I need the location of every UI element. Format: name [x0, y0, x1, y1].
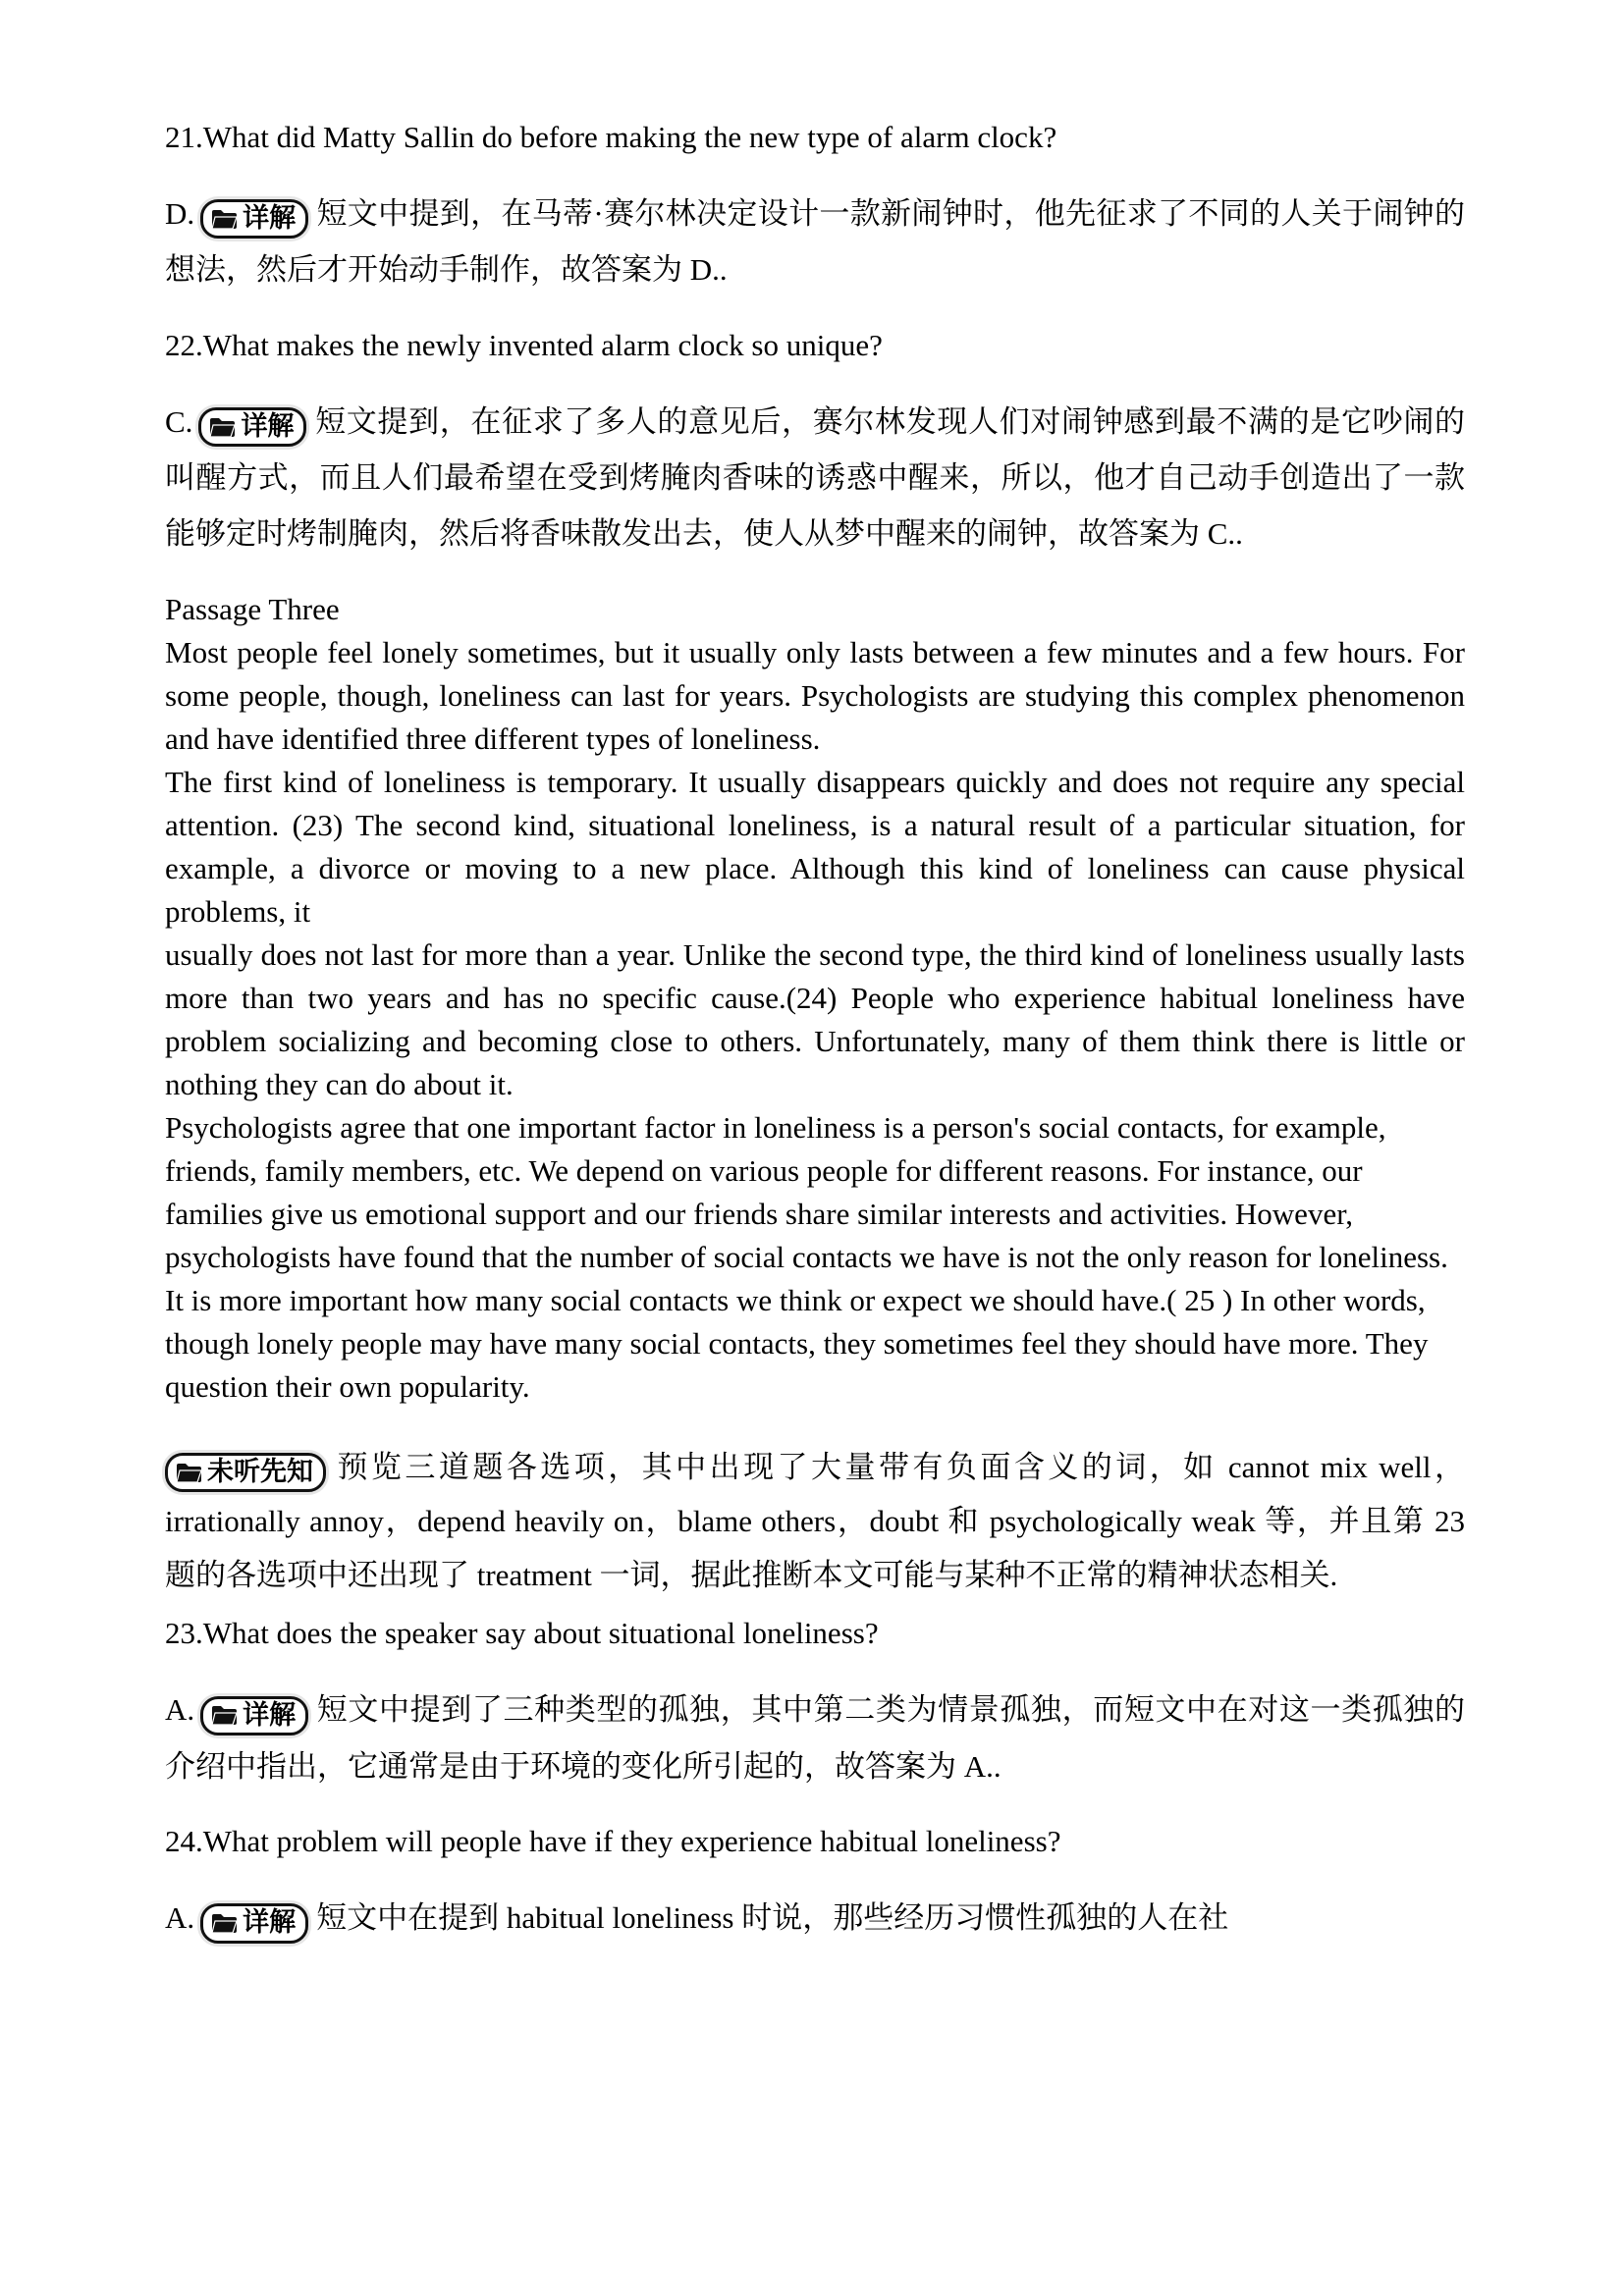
answer-24	[165, 1890, 1465, 1946]
question-24: 24.What problem will people have if they experience habitual loneliness?	[165, 1824, 1061, 1859]
answer-22	[165, 394, 1465, 562]
detail-explanation-badge	[200, 1903, 308, 1943]
answer-letter: A.	[165, 1692, 195, 1728]
answer-letter: A.	[165, 1899, 195, 1935]
passage-paragraph-1: Most people feel lonely sometimes, but it usually only lasts between a few minutes and a few hours. For some people, though, loneliness can last for years. Psychologists are studying this complex phenomenon and have identified three different types of loneliness.	[165, 634, 1465, 756]
passage-paragraph-4: Psychologists agree that one important factor in loneliness is a person's social contacts, for example, friends, family members, etc. We depend on various people for different reasons. For instance, our families give us emotional support and our friends share similar interests and activities. However, psychologists have found that the number of social contacts we have is not the only reason for loneliness. It is more important how many social contacts we think or expect we should have.( 25 ) In other words, though lonely people may have many social contacts, they sometimes feel they should have more. They question their own popularity.	[165, 1109, 1448, 1404]
answer-explanation-text: 短文中在提到 habitual loneliness 时说，那些经历习惯性孤独的人在社	[316, 1899, 1229, 1935]
question-21: 21.What did Matty Sallin do before making the new type of alarm clock?	[165, 120, 1057, 154]
answer-explanation-text: 短文中提到，在马蒂·赛尔林决定设计一款新闹钟时，他先征求了不同的人关于闹钟的想法，然后才开始动手制作，故答案为 D..	[165, 195, 1465, 288]
passage-heading: Passage Three	[165, 591, 340, 626]
predict-before-listening	[165, 1440, 1465, 1603]
folder-icon	[211, 208, 238, 230]
predict-badge	[165, 1453, 326, 1492]
badge-label: 详解	[243, 1699, 297, 1730]
predict-text: 预览三道题各选项，其中出现了大量带有负面含义的词，如 cannot mix well，irrationally annoy，depend heavily on，blame others，doubt 和 psychologically weak 等，并且第 23 题的各选项中还出现了 treatment 一词，据此推断本文可能与某种不正常的精神状态相关.	[165, 1449, 1465, 1593]
detail-explanation-badge	[198, 407, 306, 447]
question-22: 22.What makes the newly invented alarm clock so unique?	[165, 327, 883, 362]
passage-paragraph-3: usually does not last for more than a year. Unlike the second type, the third kind of loneliness usually lasts more than two years and has no specific cause.(24) People who experience habitual loneliness have problem socializing and becoming close to others. Unfortunately, many of them think there is little or nothing they can do about it.	[165, 936, 1465, 1101]
folder-icon	[211, 1704, 238, 1726]
badge-label: 未听先知	[207, 1457, 313, 1487]
badge-label: 详解	[243, 203, 297, 234]
detail-explanation-badge	[200, 199, 308, 239]
answer-explanation-text: 短文提到，在征求了多人的意见后，赛尔林发现人们对闹钟感到最不满的是它吵闹的叫醒方式，而且人们最希望在受到烤腌肉香味的诱惑中醒来，所以，他才自己动手创造出了一款能够定时烤制腌肉，然后将香味散发出去，使人从梦中醒来的闹钟，故答案为 C..	[165, 403, 1465, 552]
passage-paragraph-2: The first kind of loneliness is temporary. It usually disappears quickly and does not require any special attention. (23) The second kind, situational loneliness, is a natural result of a particular situation, for example, a divorce or moving to a new place. Although this kind of loneliness can cause physical problems, it	[165, 764, 1465, 929]
answer-letter: D.	[165, 195, 195, 231]
answer-letter: C.	[165, 403, 193, 439]
question-23: 23.What does the speaker say about situational loneliness?	[165, 1616, 879, 1651]
answer-explanation-text: 短文中提到了三种类型的孤独，其中第二类为情景孤独，而短文中在对这一类孤独的介绍中指出，它通常是由于环境的变化所引起的，故答案为 A..	[165, 1692, 1465, 1784]
answer-21	[165, 186, 1465, 298]
detail-explanation-badge	[200, 1696, 308, 1735]
folder-icon	[211, 1912, 238, 1934]
folder-icon	[176, 1462, 202, 1483]
badge-label: 详解	[243, 1907, 297, 1938]
folder-icon	[209, 416, 236, 438]
badge-label: 详解	[241, 411, 295, 442]
answer-23	[165, 1682, 1465, 1794]
